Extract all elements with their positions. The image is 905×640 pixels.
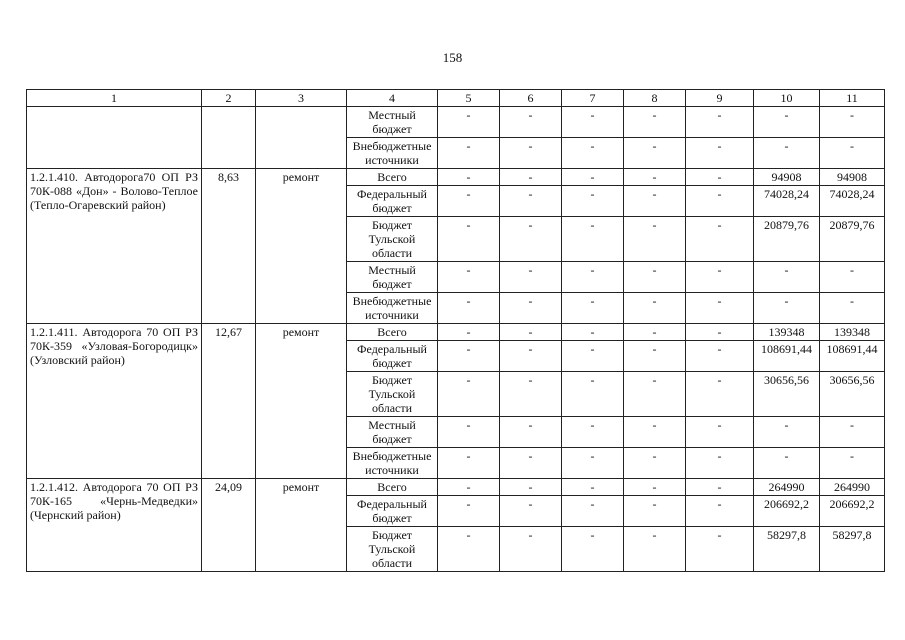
value-cell: - xyxy=(500,217,562,262)
road-name-cell: 1.2.1.412. Автодорога 70 ОП РЗ 70К-165 «Чернь-Медведки» (Чернский район) xyxy=(27,479,202,572)
value-cell: - xyxy=(820,417,885,448)
value-cell: - xyxy=(500,479,562,496)
value-cell: - xyxy=(754,293,820,324)
value-cell: 108691,44 xyxy=(754,341,820,372)
value-cell: - xyxy=(500,324,562,341)
funding-source-cell: Всего xyxy=(347,324,438,341)
value-cell: - xyxy=(624,262,686,293)
value-cell: - xyxy=(624,324,686,341)
value-cell: - xyxy=(686,293,754,324)
value-cell: - xyxy=(438,496,500,527)
header-row xyxy=(27,90,885,107)
value-cell: - xyxy=(500,107,562,138)
road-length-cell: 8,63 xyxy=(202,169,256,324)
header-cell: 6 xyxy=(500,90,562,107)
header-cell: 9 xyxy=(686,90,754,107)
road-length-cell xyxy=(202,107,256,169)
value-cell: - xyxy=(686,186,754,217)
value-cell: - xyxy=(438,262,500,293)
funding-source-cell: Бюджет Тульской области xyxy=(347,217,438,262)
value-cell: 30656,56 xyxy=(754,372,820,417)
value-cell: - xyxy=(624,293,686,324)
road-name-cell xyxy=(27,107,202,169)
value-cell: - xyxy=(624,217,686,262)
value-cell: - xyxy=(562,186,624,217)
funding-source-cell: Местный бюджет xyxy=(347,417,438,448)
value-cell: - xyxy=(562,496,624,527)
value-cell: - xyxy=(820,262,885,293)
value-cell: - xyxy=(624,417,686,448)
work-type-cell xyxy=(256,107,347,169)
value-cell: - xyxy=(438,293,500,324)
value-cell: - xyxy=(624,107,686,138)
value-cell: - xyxy=(438,107,500,138)
value-cell: - xyxy=(820,138,885,169)
value-cell: - xyxy=(754,262,820,293)
value-cell: - xyxy=(624,186,686,217)
value-cell: - xyxy=(562,372,624,417)
work-type-cell: ремонт xyxy=(256,479,347,572)
value-cell: 108691,44 xyxy=(820,341,885,372)
funding-source-cell: Всего xyxy=(347,169,438,186)
value-cell: - xyxy=(686,417,754,448)
value-cell: - xyxy=(438,448,500,479)
value-cell: - xyxy=(438,417,500,448)
value-cell: 20879,76 xyxy=(820,217,885,262)
value-cell: - xyxy=(438,324,500,341)
value-cell: - xyxy=(754,448,820,479)
value-cell: - xyxy=(624,448,686,479)
value-cell: 139348 xyxy=(820,324,885,341)
value-cell: - xyxy=(686,217,754,262)
funding-source-cell: Федеральный бюджет xyxy=(347,341,438,372)
value-cell: - xyxy=(438,186,500,217)
value-cell: - xyxy=(624,341,686,372)
funding-source-cell: Внебюджетные источники xyxy=(347,138,438,169)
value-cell: - xyxy=(500,293,562,324)
value-cell: - xyxy=(438,217,500,262)
header-cell: 4 xyxy=(347,90,438,107)
funding-source-cell: Федеральный бюджет xyxy=(347,496,438,527)
table-row xyxy=(27,107,885,138)
value-cell: - xyxy=(500,496,562,527)
value-cell: - xyxy=(562,448,624,479)
road-name-cell: 1.2.1.410. Автодорога70 ОП РЗ 70К-088 «Дон» - Волово-Теплое (Тепло-Огаревский район) xyxy=(27,169,202,324)
value-cell: - xyxy=(438,479,500,496)
value-cell: 206692,2 xyxy=(820,496,885,527)
value-cell: - xyxy=(820,107,885,138)
road-length-cell: 12,67 xyxy=(202,324,256,479)
value-cell: - xyxy=(562,417,624,448)
funding-source-cell: Бюджет Тульской области xyxy=(347,527,438,572)
value-cell: - xyxy=(686,324,754,341)
road-length-cell: 24,09 xyxy=(202,479,256,572)
value-cell: 94908 xyxy=(754,169,820,186)
value-cell: - xyxy=(562,341,624,372)
value-cell: - xyxy=(438,138,500,169)
value-cell: - xyxy=(562,324,624,341)
value-cell: 74028,24 xyxy=(754,186,820,217)
table-body xyxy=(27,90,885,572)
value-cell: - xyxy=(562,293,624,324)
value-cell: - xyxy=(686,479,754,496)
header-cell: 11 xyxy=(820,90,885,107)
value-cell: 206692,2 xyxy=(754,496,820,527)
work-type-cell: ремонт xyxy=(256,169,347,324)
value-cell: - xyxy=(820,293,885,324)
value-cell: - xyxy=(624,496,686,527)
value-cell: - xyxy=(686,372,754,417)
value-cell: - xyxy=(500,341,562,372)
value-cell: - xyxy=(624,527,686,572)
table-row xyxy=(27,479,885,496)
budget-table xyxy=(26,89,885,572)
value-cell: - xyxy=(562,138,624,169)
funding-source-cell: Внебюджетные источники xyxy=(347,448,438,479)
value-cell: - xyxy=(500,372,562,417)
work-type-cell: ремонт xyxy=(256,324,347,479)
header-cell: 1 xyxy=(27,90,202,107)
value-cell: - xyxy=(686,107,754,138)
table-row xyxy=(27,169,885,186)
value-cell: - xyxy=(624,169,686,186)
value-cell: - xyxy=(500,527,562,572)
value-cell: - xyxy=(686,527,754,572)
value-cell: 264990 xyxy=(754,479,820,496)
value-cell: - xyxy=(438,341,500,372)
value-cell: - xyxy=(562,262,624,293)
value-cell: 139348 xyxy=(754,324,820,341)
value-cell: - xyxy=(562,217,624,262)
funding-source-cell: Внебюджетные источники xyxy=(347,293,438,324)
funding-source-cell: Всего xyxy=(347,479,438,496)
value-cell: 30656,56 xyxy=(820,372,885,417)
table-row xyxy=(27,324,885,341)
value-cell: - xyxy=(562,479,624,496)
value-cell: 20879,76 xyxy=(754,217,820,262)
value-cell: - xyxy=(438,169,500,186)
header-cell: 3 xyxy=(256,90,347,107)
value-cell: - xyxy=(754,417,820,448)
value-cell: - xyxy=(686,262,754,293)
value-cell: - xyxy=(562,169,624,186)
value-cell: - xyxy=(500,448,562,479)
header-cell: 10 xyxy=(754,90,820,107)
value-cell: - xyxy=(500,417,562,448)
value-cell: - xyxy=(562,527,624,572)
value-cell: - xyxy=(686,448,754,479)
page-number: 158 xyxy=(442,50,463,65)
header-cell: 5 xyxy=(438,90,500,107)
value-cell: 264990 xyxy=(820,479,885,496)
value-cell: - xyxy=(754,138,820,169)
value-cell: - xyxy=(754,107,820,138)
value-cell: - xyxy=(686,138,754,169)
value-cell: - xyxy=(624,479,686,496)
value-cell: - xyxy=(686,496,754,527)
value-cell: - xyxy=(562,107,624,138)
value-cell: 58297,8 xyxy=(820,527,885,572)
value-cell: - xyxy=(820,448,885,479)
value-cell: - xyxy=(500,186,562,217)
value-cell: - xyxy=(500,138,562,169)
value-cell: - xyxy=(686,169,754,186)
value-cell: - xyxy=(624,372,686,417)
value-cell: - xyxy=(438,527,500,572)
value-cell: 58297,8 xyxy=(754,527,820,572)
header-cell: 7 xyxy=(562,90,624,107)
header-cell: 8 xyxy=(624,90,686,107)
value-cell: - xyxy=(500,262,562,293)
value-cell: 94908 xyxy=(820,169,885,186)
value-cell: 74028,24 xyxy=(820,186,885,217)
road-name-cell: 1.2.1.411. Автодорога 70 ОП РЗ 70К-359 «Узловая-Богородицк» (Узловский район) xyxy=(27,324,202,479)
value-cell: - xyxy=(686,341,754,372)
funding-source-cell: Местный бюджет xyxy=(347,107,438,138)
funding-source-cell: Бюджет Тульской области xyxy=(347,372,438,417)
value-cell: - xyxy=(500,169,562,186)
header-cell: 2 xyxy=(202,90,256,107)
funding-source-cell: Местный бюджет xyxy=(347,262,438,293)
funding-source-cell: Федеральный бюджет xyxy=(347,186,438,217)
value-cell: - xyxy=(624,138,686,169)
value-cell: - xyxy=(438,372,500,417)
